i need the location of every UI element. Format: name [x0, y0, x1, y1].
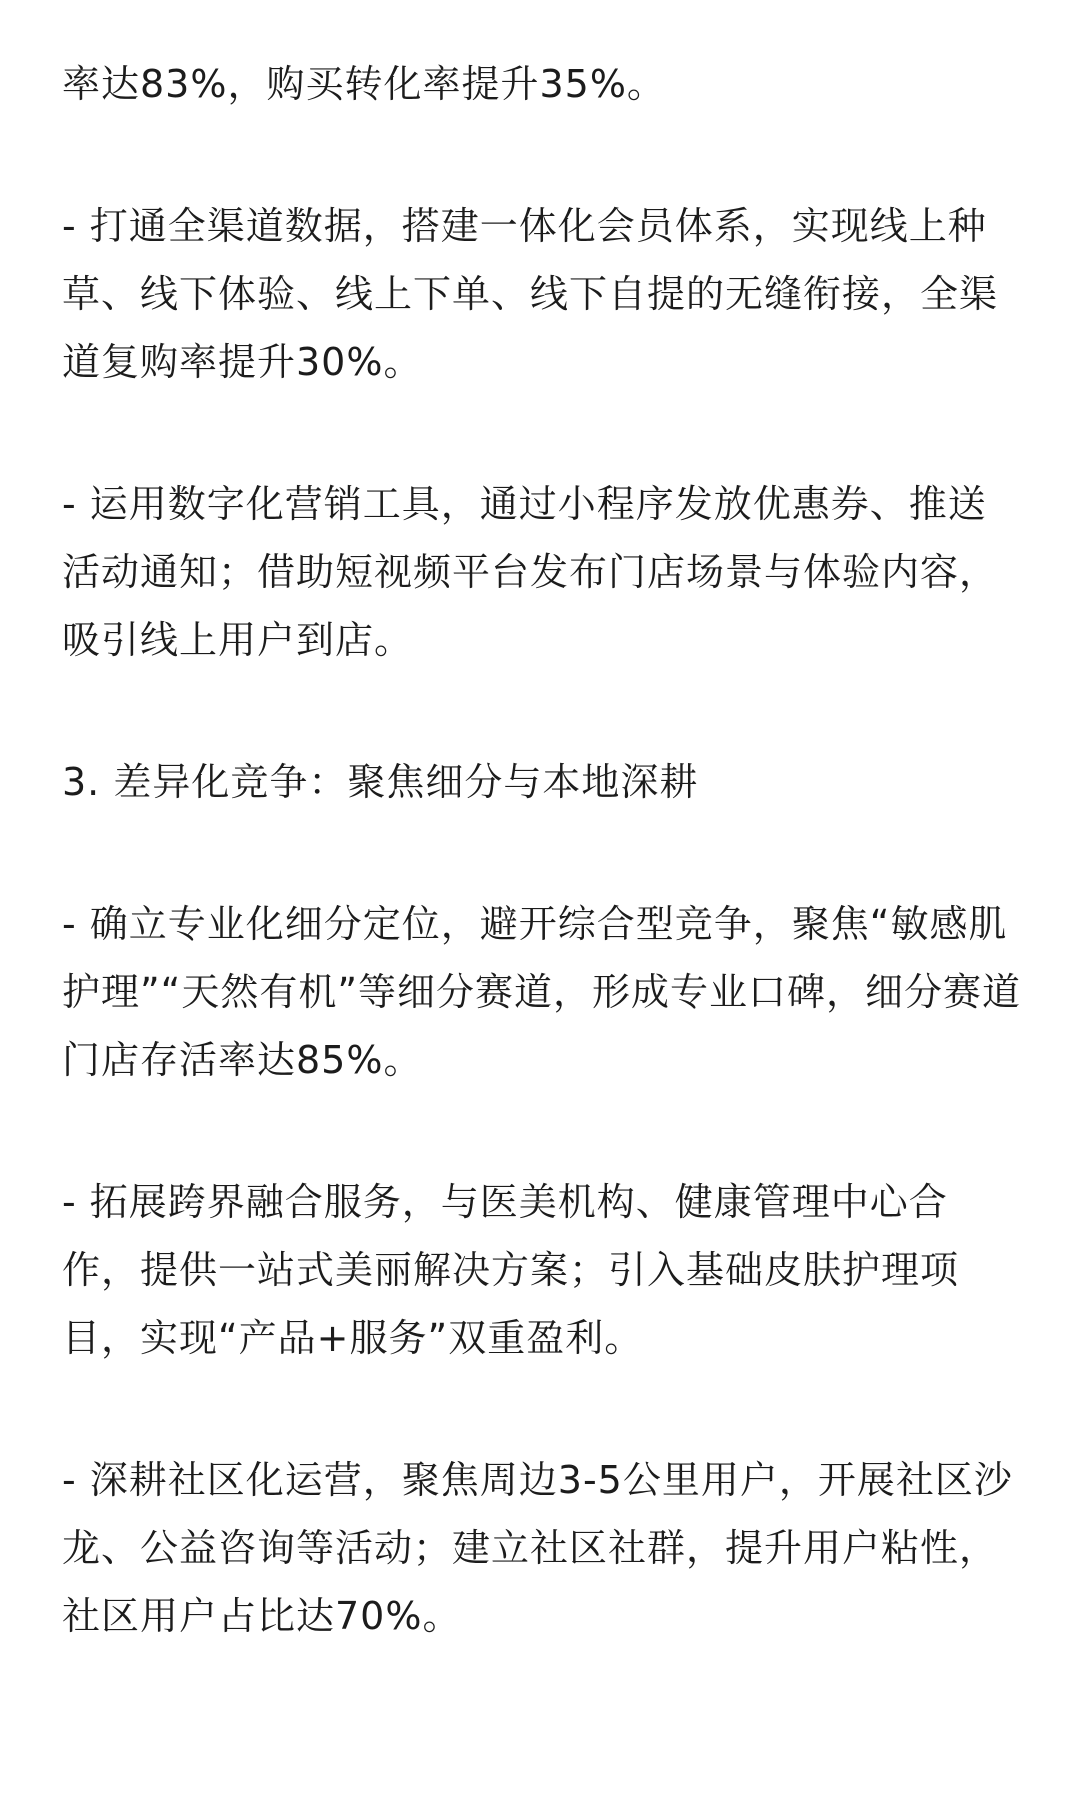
text-line: 作，提供一站式美丽解决方案；引入基础皮肤护理项 — [62, 1248, 960, 1292]
paragraph-bullet-crossover — [62, 1168, 1042, 1372]
text-line: 3. 差异化竞争：聚焦细分与本地深耕 — [62, 760, 699, 804]
text-line: 草、线下体验、线上下单、线下自提的无缝衔接，全渠 — [62, 272, 999, 316]
text-line: - 深耕社区化运营，聚焦周边3-5公里用户，开展社区沙 — [62, 1458, 1013, 1502]
paragraph-bullet-digital-marketing — [62, 470, 1042, 674]
text-line: - 确立专业化细分定位，避开综合型竞争，聚焦“敏感肌 — [62, 902, 1008, 946]
section-heading — [62, 748, 1042, 816]
text-line: 门店存活率达85%。 — [62, 1038, 423, 1082]
text-line: 龙、公益咨询等活动；建立社区社群，提升用户粘性， — [62, 1526, 999, 1570]
paragraph-bullet-community — [62, 1446, 1042, 1650]
text-line: 目，实现“产品+服务”双重盈利。 — [62, 1316, 644, 1360]
text-line: 活动通知；借助短视频平台发布门店场景与体验内容， — [62, 550, 999, 594]
text-line: 吸引线上用户到店。 — [62, 618, 414, 662]
text-line: - 拓展跨界融合服务，与医美机构、健康管理中心合 — [62, 1180, 948, 1224]
text-line: - 运用数字化营销工具，通过小程序发放优惠券、推送 — [62, 482, 987, 526]
paragraph-bullet-omnichannel — [62, 192, 1042, 396]
text-line: 道复购率提升30%。 — [62, 340, 423, 384]
text-line: 社区用户占比达70%。 — [62, 1594, 462, 1638]
text-line: 率达83%，购买转化率提升35%。 — [62, 62, 666, 106]
text-line: 护理”“天然有机”等细分赛道，形成专业口碑，细分赛道 — [62, 970, 1022, 1014]
paragraph-bullet-specialization — [62, 890, 1042, 1094]
paragraph-intro-tail — [62, 50, 1042, 118]
text-line: - 打通全渠道数据，搭建一体化会员体系，实现线上种 — [62, 204, 987, 248]
article-body — [62, 50, 1042, 1724]
